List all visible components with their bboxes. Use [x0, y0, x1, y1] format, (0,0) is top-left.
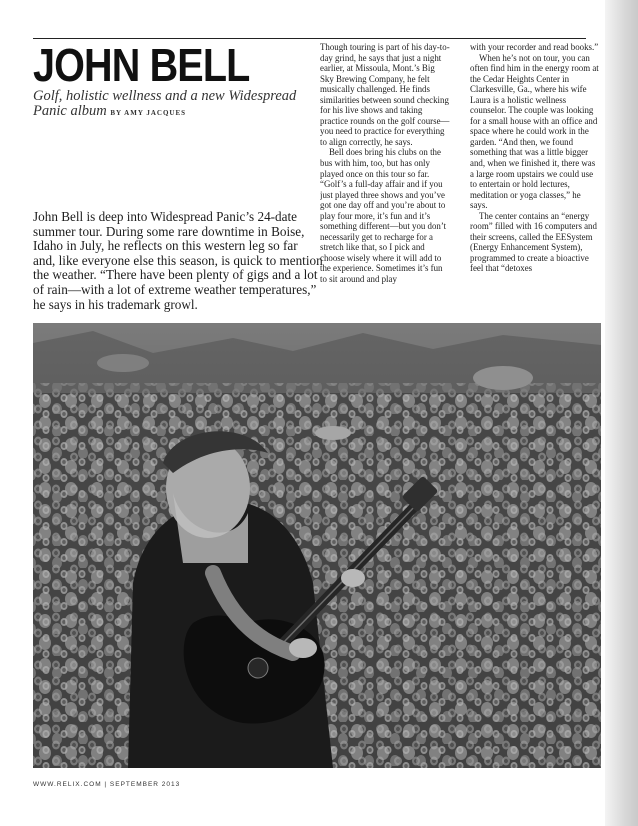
paragraph: Bell does bring his clubs on the bus with him, too, but has only played once on this tour so far. “Golf’s a full-day affair and if you just played three shows and you’ve got one day off and you’re about to play four more, it’s fun and it’s something different—but you don’t necessarily get to recharge for a stretch like that, so I pick and choose wisely where it will add to the experience. Sometimes it’s fun to sit around and play — [320, 147, 447, 285]
page-gutter — [605, 0, 638, 826]
paragraph: The center contains an “energy room” filled with 16 computers and their screens, called the EESystem (Energy Enhancement System), programmed to create a bioactive feel that “detoxes — [470, 210, 597, 274]
concert-photo-image — [33, 323, 601, 768]
article-byline: BY AMY JACQUES — [110, 109, 187, 117]
article-subtitle — [33, 89, 313, 121]
subtitle-text: Golf, holistic wellness and a new Widespread Panic album — [33, 88, 297, 119]
concert-photo-illustration — [33, 323, 601, 768]
article-title: JOHN BELL — [33, 39, 250, 91]
text-column-3 — [470, 42, 600, 320]
page-footer: WWW.RELIX.COM | SEPTEMBER 2013 — [33, 781, 181, 788]
paragraph: with your recorder and read books.” — [470, 42, 599, 52]
article-deck: John Bell is deep into Widespread Panic’s 24-date summer tour. During some rare downtime in Boise, Idaho in July, he reflects on this western leg so far and, like everyone else this season, is quick to mention the weather. “There have been plenty of gigs and a lot of rain—with a lot of extreme weather temperatures,” he says in his trademark growl. — [33, 209, 323, 312]
paragraph: Though touring is part of his day-to-day grind, he says that just a night earlier, at Missoula, Mont.’s Big Sky Brewing Company, he felt musically challenged. He finds similarities between sound checking for his live shows and taking practice rounds on the golf course—you need to practice for everything to align correctly, he says. — [320, 42, 450, 147]
paragraph: When he’s not on tour, you can often find him in the energy room at the Cedar Heights Center in Clarkesville, Ga., where his wife Laura is a holistic wellness counselor. The couple was looking for a small house with an office and space where he could work in the garden. “And then, we found something that was a little bigger and, when we finished it, there was a large room upstairs we could use to entertain or hold lectures, meditation or yoga classes,” he says. — [470, 52, 599, 211]
text-column-2 — [320, 42, 450, 320]
